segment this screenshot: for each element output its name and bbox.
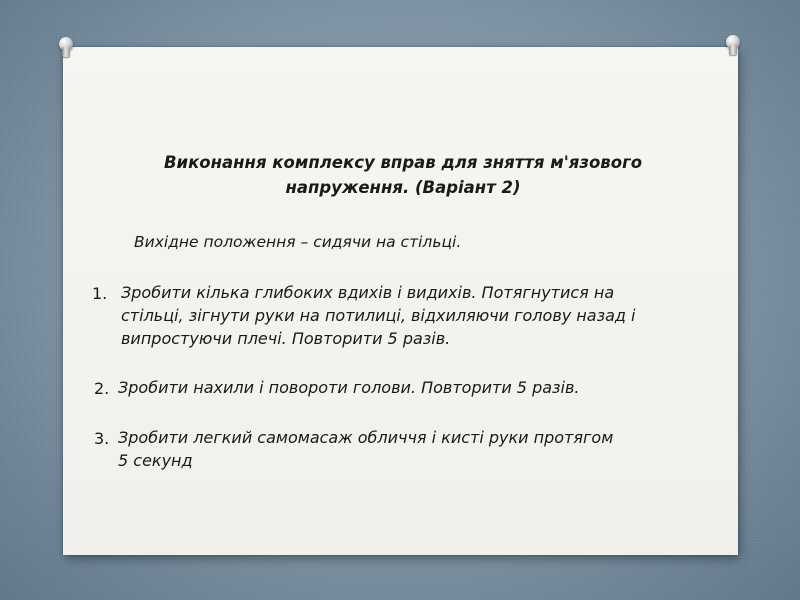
list-item [118,426,698,472]
list-number: 1. [92,284,108,303]
pushpin-icon [58,37,74,59]
pushpin-icon [725,35,741,57]
list-item-line: випростуючи плечі. Повторити 5 разів. [121,329,451,348]
starting-position-text: Вихідне положення – сидячи на стільці. [134,233,462,251]
list-item-line: стільці, зігнути руки на потилиці, відхиляючи голову назад і [121,306,636,325]
list-item-line: 5 секунд [118,451,193,470]
slide-title [108,150,698,200]
list-item-line: Зробити кілька глибоких вдихів і видихів. Потягнутися на [121,283,615,302]
list-item-line: Зробити нахили і повороти голови. Повторити 5 разів. [118,378,580,397]
slide-title-line-2: напруження. (Варіант 2) [285,178,521,197]
list-item [121,281,701,350]
list-item [118,376,698,399]
list-number: 2. [94,379,110,398]
slide-title-line-1: Виконання комплексу вправ для зняття м'язового [163,153,643,172]
list-number: 3. [94,429,110,448]
list-item-line: Зробити легкий самомасаж обличчя і кисті руки протягом [118,428,614,447]
